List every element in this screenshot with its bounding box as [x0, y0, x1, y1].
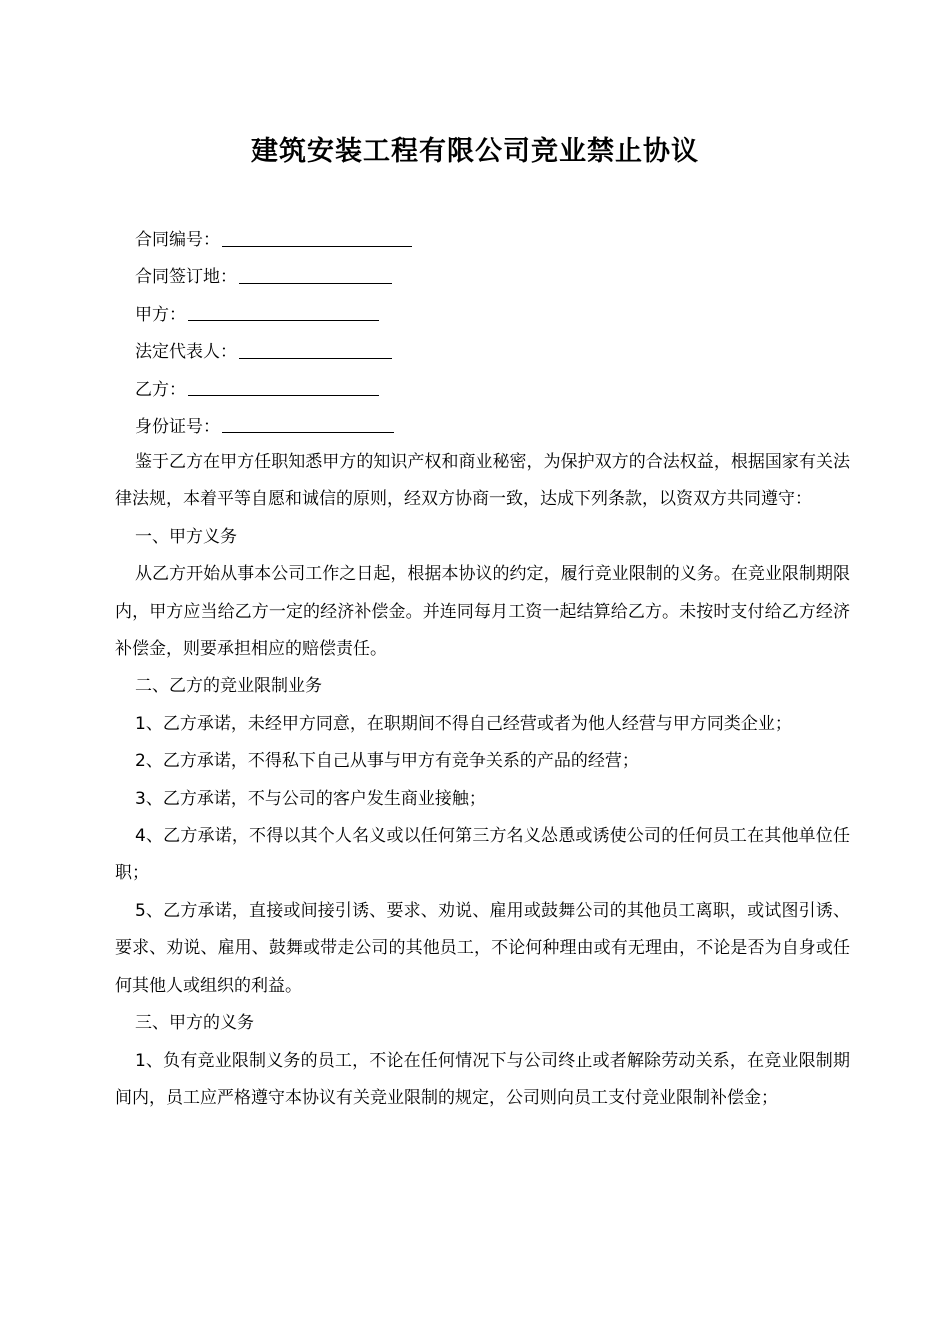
blank-line	[239, 346, 392, 359]
section-heading: 三、甲方的义务	[135, 1013, 254, 1034]
field-label: 法定代表人：	[135, 342, 237, 363]
blank-line	[188, 308, 379, 321]
clause-item: 1、乙方承诺，未经甲方同意，在职期间不得自己经营或者为他人经营与甲方同类企业；	[135, 713, 792, 734]
field-label: 身份证号：	[135, 416, 220, 437]
section-heading: 一、甲方义务	[135, 526, 237, 547]
field-label: 乙方：	[135, 379, 186, 400]
contract-fields	[135, 222, 835, 446]
clause-item: 2、乙方承诺，不得私下自己从事与甲方有竞争关系的产品的经营；	[135, 751, 639, 772]
blank-line	[222, 420, 394, 433]
field-label: 甲方：	[135, 304, 186, 325]
clause-item: 5、乙方承诺，直接或间接引诱、要求、劝说、雇用或鼓舞公司的其他员工离职，或试图引诱、要求、劝说、雇用、鼓舞或带走公司的其他员工，不论何种理由或有无理由，不论是否为自身或任何其他人或组织的利益。	[115, 900, 850, 996]
blank-line	[188, 383, 379, 396]
clause-item: 1、负有竞业限制义务的员工，不论在任何情况下与公司终止或者解除劳动关系，在竞业限制期间内，员工应严格遵守本协议有关竞业限制的规定，公司则向员工支付竞业限制补偿金；	[115, 1050, 850, 1108]
section-heading: 二、乙方的竞业限制业务	[135, 676, 322, 697]
field-label: 合同编号：	[135, 230, 220, 250]
field-party-b	[135, 372, 835, 409]
field-signing-place	[135, 259, 835, 296]
field-id-number	[135, 409, 835, 446]
section-paragraph: 从乙方开始从事本公司工作之日起，根据本协议的约定，履行竞业限制的义务。在竞业限制期限内，甲方应当给乙方一定的经济补偿金。并连同每月工资一起结算给乙方。未按时支付给乙方经济补偿金，则要承担相应的赔偿责任。	[115, 564, 850, 660]
blank-line	[222, 234, 412, 247]
document-body	[115, 444, 850, 1117]
field-legal-representative	[135, 334, 835, 371]
clause-item: 3、乙方承诺，不与公司的客户发生商业接触；	[135, 788, 486, 809]
document-title: 建筑安装工程有限公司竞业禁止协议	[251, 136, 699, 167]
field-contract-number	[135, 222, 835, 259]
intro-paragraph: 鉴于乙方在甲方任职知悉甲方的知识产权和商业秘密，为保护双方的合法权益，根据国家有关法律法规，本着平等自愿和诚信的原则，经双方协商一致，达成下列条款，以资双方共同遵守：	[115, 452, 850, 510]
clause-item: 4、乙方承诺，不得以其个人名义或以任何第三方名义怂恿或诱使公司的任何员工在其他单位任职；	[115, 826, 850, 884]
blank-line	[239, 271, 392, 284]
field-label: 合同签订地：	[135, 267, 237, 288]
field-party-a	[135, 297, 835, 334]
